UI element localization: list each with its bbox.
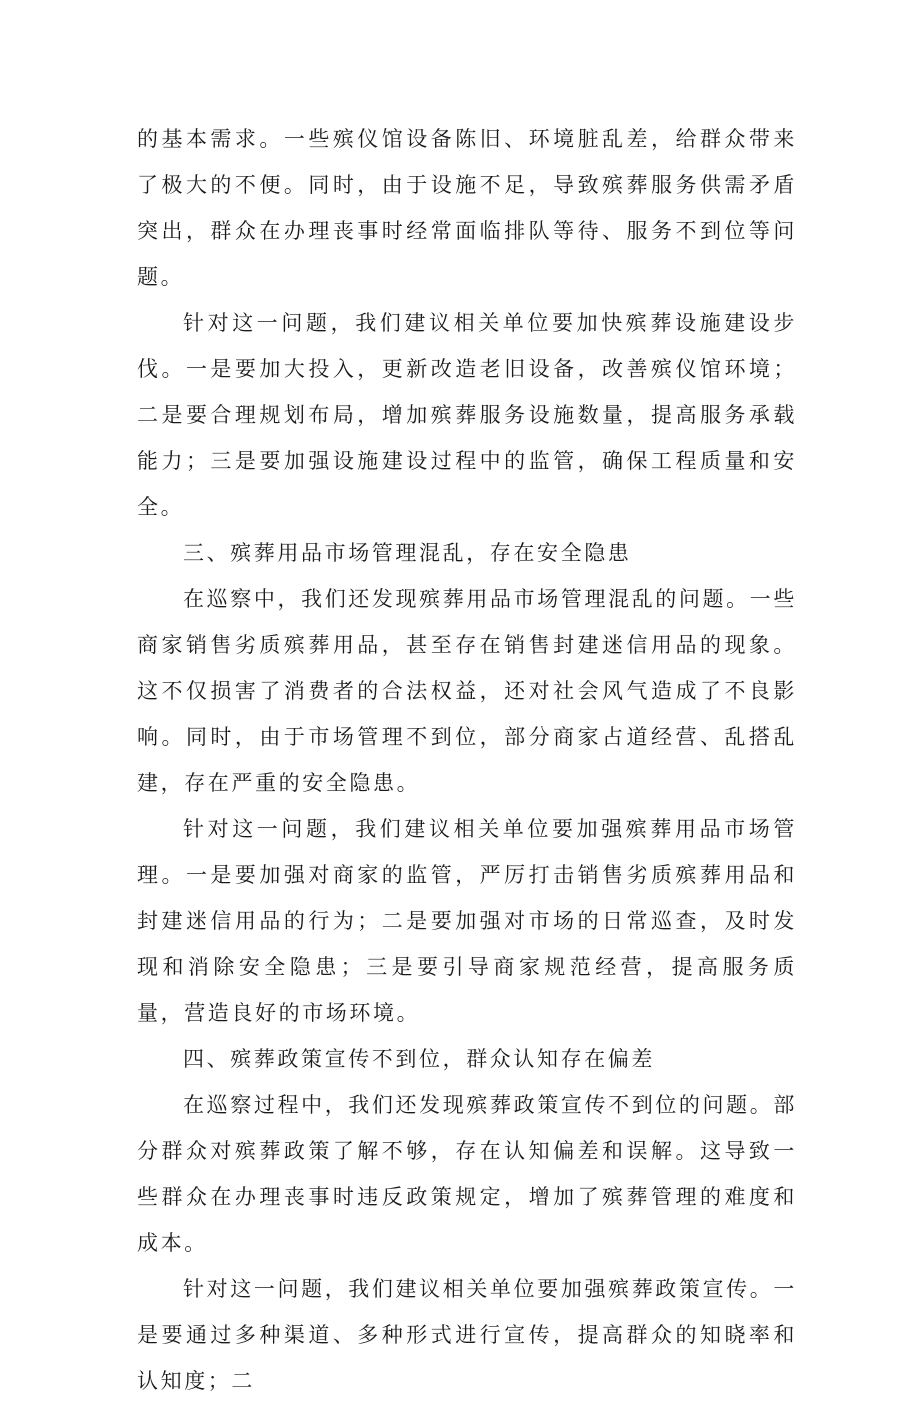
section-heading-4: 四、殡葬政策宣传不到位，群众认知存在偏差: [183, 1047, 655, 1071]
paragraph-continuation: 的基本需求。一些殡仪馆设备陈旧、环境脏乱差，给群众带来了极大的不便。同时，由于设施不足，导致殡葬服务供需矛盾突出，群众在办理丧事时经常面临排队等待、服务不到位等问题。: [137, 127, 797, 289]
section-heading-3: 三、殡葬用品市场管理混乱，存在安全隐患: [183, 541, 632, 565]
paragraph-market-issue: 在巡察中，我们还发现殡葬用品市场管理混乱的问题。一些商家销售劣质殡葬用品，甚至存在销售封建迷信用品的现象。这不仅损害了消费者的合法权益，还对社会风气造成了不良影响。同时，由于市场管理不到位，部分商家占道经营、乱搭乱建，存在严重的安全隐患。: [137, 587, 797, 795]
paragraph-facility-suggestion: 针对这一问题，我们建议相关单位要加快殡葬设施建设步伐。一是要加大投入，更新改造老旧设备，改善殡仪馆环境；二是要合理规划布局，增加殡葬服务设施数量，提高服务承载能力；三是要加强设施建设过程中的监管，确保工程质量和安全。: [137, 311, 797, 519]
paragraph-policy-suggestion: 针对这一问题，我们建议相关单位要加强殡葬政策宣传。一是要通过多种渠道、多种形式进行宣传，提高群众的知晓率和认知度；二: [137, 1277, 797, 1393]
document-body: [137, 116, 797, 1404]
paragraph-policy-issue: 在巡察过程中，我们还发现殡葬政策宣传不到位的问题。部分群众对殡葬政策了解不够，存在认知偏差和误解。这导致一些群众在办理丧事时违反政策规定，增加了殡葬管理的难度和成本。: [137, 1093, 797, 1255]
paragraph-market-suggestion: 针对这一问题，我们建议相关单位要加强殡葬用品市场管理。一是要加强对商家的监管，严厉打击销售劣质殡葬用品和封建迷信用品的行为；二是要加强对市场的日常巡查，及时发现和消除安全隐患；三是要引导商家规范经营，提高服务质量，营造良好的市场环境。: [137, 817, 797, 1025]
